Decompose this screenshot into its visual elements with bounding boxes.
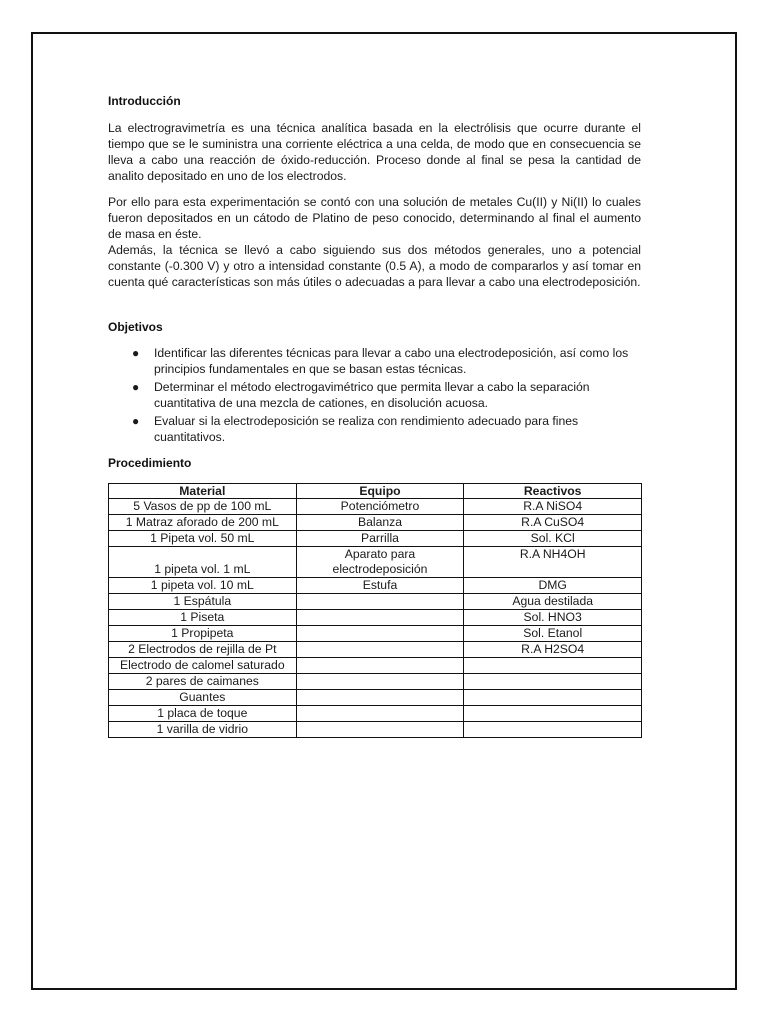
list-item: ● Evaluar si la electrodeposición se realiza con rendimiento adecuado para fines cuantitativos.	[132, 414, 579, 444]
bullet-icon: ●	[132, 346, 140, 360]
table-cell: Agua destilada	[464, 594, 642, 610]
table-cell: 5 Vasos de pp de 100 mL	[109, 499, 297, 515]
table-cell: 1 placa de toque	[109, 706, 297, 722]
bullet-icon: ●	[132, 380, 140, 394]
table-cell	[296, 674, 464, 690]
objectives-heading: Objetivos	[108, 320, 163, 334]
table-cell	[296, 690, 464, 706]
table-cell	[464, 658, 642, 674]
document-content	[108, 93, 641, 738]
table-cell	[464, 674, 642, 690]
table-cell: 1 Matraz aforado de 200 mL	[109, 515, 297, 531]
table-cell	[296, 626, 464, 642]
table-cell: Potenciómetro	[296, 499, 464, 515]
table-row	[109, 690, 642, 706]
table-cell	[296, 706, 464, 722]
table-row	[109, 706, 642, 722]
table-cell: 1 pipeta vol. 1 mL	[109, 547, 297, 578]
table-cell: 2 pares de caimanes	[109, 674, 297, 690]
table-cell: 2 Electrodos de rejilla de Pt	[109, 642, 297, 658]
introduction-heading: Introducción	[108, 94, 181, 108]
table-cell: R.A NH4OH	[464, 547, 642, 578]
table-cell: Estufa	[296, 578, 464, 594]
table-cell: Sol. KCl	[464, 531, 642, 547]
list-item: ● Determinar el método electrogavimétrico que permita llevar a cabo la separación cuantitativa de una mezcla de cationes, en disolución acuosa.	[132, 380, 590, 410]
table-row	[109, 658, 642, 674]
table-cell: Guantes	[109, 690, 297, 706]
table-cell: Parrilla	[296, 531, 464, 547]
table-cell: DMG	[464, 578, 642, 594]
column-header-equipo: Equipo	[296, 484, 464, 499]
table-header-row	[109, 484, 642, 499]
table-row	[109, 626, 642, 642]
table-row	[109, 594, 642, 610]
table-cell: Sol. Etanol	[464, 626, 642, 642]
table-cell: R.A CuSO4	[464, 515, 642, 531]
table-cell: Electrodo de calomel saturado	[109, 658, 297, 674]
table-cell	[464, 706, 642, 722]
table-row	[109, 547, 642, 578]
table-row	[109, 674, 642, 690]
table-row	[109, 578, 642, 594]
list-item: ● Identificar las diferentes técnicas para llevar a cabo una electrodeposición, así como los principios fundamentales en que se basan estas técnicas.	[132, 346, 629, 376]
column-header-reactivos: Reactivos	[464, 484, 642, 499]
table-cell: R.A H2SO4	[464, 642, 642, 658]
materials-table	[108, 483, 642, 738]
procedure-heading: Procedimiento	[108, 456, 192, 470]
table-cell: R.A NiSO4	[464, 499, 642, 515]
table-cell	[296, 722, 464, 738]
table-row	[109, 722, 642, 738]
table-cell	[464, 690, 642, 706]
table-cell: Balanza	[296, 515, 464, 531]
column-header-material: Material	[109, 484, 297, 499]
table-row	[109, 531, 642, 547]
table-row	[109, 642, 642, 658]
table-cell: 1 varilla de vidrio	[109, 722, 297, 738]
table-row	[109, 499, 642, 515]
table-cell	[296, 610, 464, 626]
table-cell	[464, 722, 642, 738]
table-cell: 1 Pipeta vol. 50 mL	[109, 531, 297, 547]
introduction-paragraph-1: La electrogravimetría es una técnica analítica basada en la electrólisis que ocurre durante el tiempo que se le suministra una corriente eléctrica a una celda, de modo que en consecuencia se lleva a cabo una reacción de óxido-reducción. Proceso donde al final se pesa la cantidad de analito depositado en uno de los electrodos.	[108, 121, 641, 183]
table-cell	[296, 642, 464, 658]
table-cell: 1 pipeta vol. 10 mL	[109, 578, 297, 594]
bullet-icon: ●	[132, 414, 140, 428]
introduction-paragraph-2a: Por ello para esta experimentación se contó con una solución de metales Cu(II) y Ni(II) lo cuales fueron depositados en un cátodo de Platino de peso conocido, determinando al final el aumento de masa en éste.	[108, 195, 641, 241]
table-row	[109, 610, 642, 626]
table-cell: 1 Piseta	[109, 610, 297, 626]
objectives-list	[108, 345, 641, 445]
table-cell: 1 Espátula	[109, 594, 297, 610]
table-cell	[296, 658, 464, 674]
introduction-paragraph-2b: Además, la técnica se llevó a cabo siguiendo sus dos métodos generales, uno a potencial constante (-0.300 V) y otro a intensidad constante (0.5 A), a modo de compararlos y así tomar en cuenta qué características son más útiles o adecuadas a para llevar a cabo una electrodeposición.	[108, 243, 641, 289]
table-cell: Aparato para electrodeposición	[296, 547, 464, 578]
table-cell	[296, 594, 464, 610]
table-row	[109, 515, 642, 531]
table-cell: 1 Propipeta	[109, 626, 297, 642]
document-page	[31, 32, 737, 990]
table-cell: Sol. HNO3	[464, 610, 642, 626]
